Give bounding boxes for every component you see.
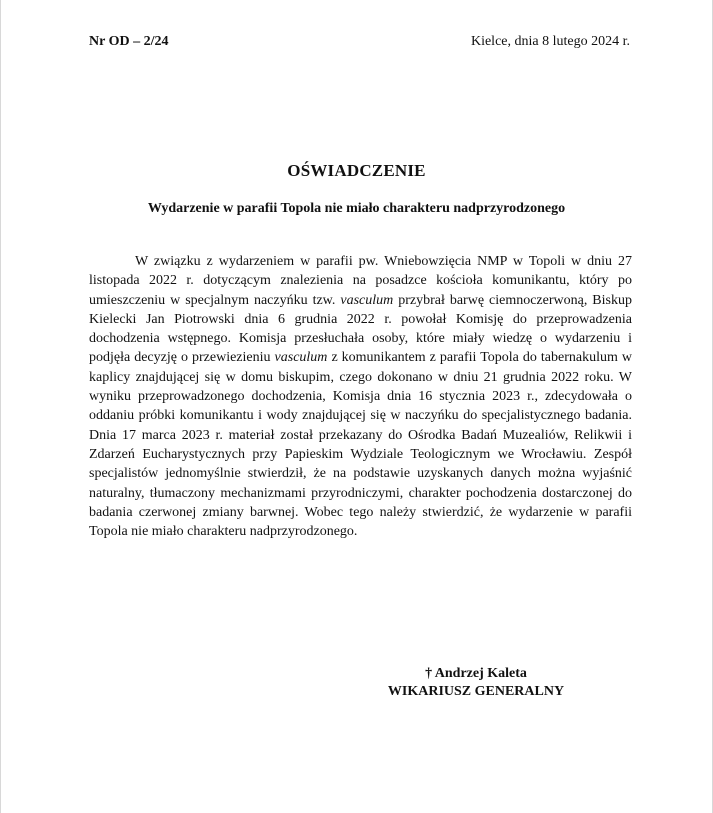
signatory-name: † Andrzej Kaleta <box>425 666 527 681</box>
body-text-part-2: przybrał barwę ciemnoczerwoną, Biskup Kielecki Jan Piotrowski dnia 6 grudnia 2022 r. powołał Komisję do przeprowadzenia dochodzenia wstępnego. Komisja przesłuchała osoby, które miały wiedzę o wydarzeniu i podjęła decyzję o przewiezieniu <box>89 292 632 366</box>
place-and-date: Kielce, dnia 8 lutego 2024 r. <box>470 34 630 49</box>
body-paragraph <box>89 252 632 541</box>
document-title: OŚWIADCZENIE <box>287 161 426 180</box>
reference-number: Nr OD – 2/24 <box>89 34 169 49</box>
body-italic-term-2: vasculum <box>274 350 328 366</box>
body-text-part-3: z komunikantem z parafii Topola do tabernakulum w kaplicy znajdującej się w domu biskupim, czego dokonano w dniu 21 grudnia 2022 roku. W wyniku przeprowadzonego dochodzenia, Komisja dnia 16 stycznia 2023 r., zdecydowała o oddaniu próbki komunikantu i wody znajdującej się w naczyńku do specjalistycznego badania. Dnia 17 marca 2023 r. materiał został przekazany do Ośrodka Badań Muzealiów, Relikwii i Zdarzeń Eucharystycznych przy Papieskim Wydziale Teologicznym we Wrocławiu. Zespół specjalistów jednomyślnie stwierdził, że na podstawie uzyskanych danych można wyjaśnić naturalny, tłumaczony mechanizmami przyrodniczymi, charakter pochodzenia dostarczonej do badania czerwonej zmiany barwnej. Wobec tego należy stwierdzić, że wydarzenie w parafii Topola nie miało charakteru nadprzyrodzonego. <box>89 350 632 540</box>
body-text-part-1: W związku z wydarzeniem w parafii pw. Wniebowzięcia NMP w Topoli w dniu 27 listopada 2022 r. dotyczącym znalezienia na posadzce kościoła komunikantu, który po umieszczeniu w specjalnym naczyńku tzw. <box>89 254 632 308</box>
document-subtitle: Wydarzenie w parafii Topola nie miało charakteru nadprzyrodzonego <box>147 201 566 216</box>
body-italic-term-1: vasculum <box>340 292 394 308</box>
signatory-title: WIKARIUSZ GENERALNY <box>387 684 565 699</box>
